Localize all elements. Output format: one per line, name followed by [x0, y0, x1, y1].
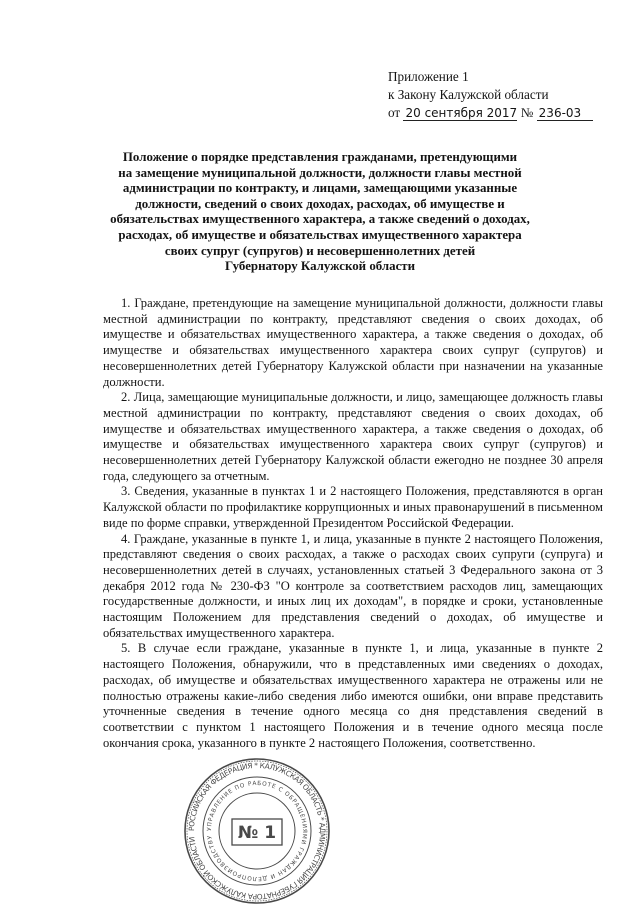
paragraph-1: 1. Граждане, претендующие на замещение муниципальной должности, должности главы местной администрации по контракту, представляют сведения о своих доходах, об имуществе и обязательствах имущественного характера, а также сведения о доходах, об имуществе и обязательствах имущественного характера своих супруг (супругов) и несовершеннолетних детей Губернатору Калужской области при назначении на указанные должности.: [103, 296, 603, 389]
paragraph-3: 3. Сведения, указанные в пунктах 1 и 2 настоящего Положения, представляются в орган Калужской области по профилактике коррупционных и иных правонарушений в письменном виде по форме справки, утвержденной Президентом Российской Федерации.: [103, 484, 603, 530]
paragraph-5: 5. В случае если граждане, указанные в пункте 1, и лица, указанные в пункте 2 настоящего Положения, обнаружили, что в представленных ими сведениях о доходах, расходах, об имуществе и обязательствах имущественного характера не отражены или не полностью отражены какие-либо сведения либо имеются ошибки, они вправе представить уточненные сведения в течение одного месяца со дня представления сведений в соответствии с пунктом 1 настоящего Положения и в течение одного месяца после окончания срока, указанного в пункте 2 настоящего Положения, соответственно.: [103, 641, 603, 750]
annex-number-label: №: [520, 105, 534, 120]
seal-inner-text: УПРАВЛЕНИЕ ПО РАБОТЕ С ОБРАЩЕНИЯМИ ГРАЖДАН И ДЕЛОПРОИЗВОДСТВУ: [206, 780, 308, 882]
title-line: администрации по контракту, и лицами, замещающими указанные: [122, 181, 518, 196]
seal-outer-text: РОССИЙСКАЯ ФЕДЕРАЦИЯ * КАЛУЖСКАЯ ОБЛАСТЬ * АДМИНИСТРАЦИЯ ГУБЕРНАТОРА КАЛУЖСКОЙ ОБЛАСТИ: [186, 760, 328, 902]
paragraph-4: 4. Граждане, указанные в пункте 1, и лица, указанные в пункте 2 настоящего Положения, представляют сведения о своих расходах, а также о расходах своих супруги (супруга) и несовершеннолетних детей в случаях, установленных статьей 3 Федерального закона от 3 декабря 2012 года № 230-ФЗ "О контроле за соответствием расходов лиц, замещающих государственные должности, и иных лиц их доходам", в порядке и сроки, установленные настоящим Положением для представления сведений о доходах, об имуществе и обязательствах имущественного характера.: [103, 531, 603, 640]
title-line: обязательствах имущественного характера, а также сведений о доходах,: [110, 212, 530, 227]
title-line: Губернатору Калужской области: [224, 259, 416, 274]
annex-law-reference: к Закону Калужской области: [388, 87, 549, 102]
document-title: [100, 150, 540, 275]
annex-number: 236-03: [537, 106, 593, 121]
paragraph-2: 2. Лица, замещающие муниципальные должности, и лицо, замещающее должность главы местной администрации по контракту, представляют сведения о своих доходах, об имуществе и обязательствах имущественного характера, а также сведения о доходах, об имуществе и обязательствах имущественного характера своих супруг (супругов) и несовершеннолетних детей Губернатору Калужской области ежегодно не позднее 30 апреля года, следующего за отчетным.: [103, 390, 603, 483]
annex-date: 20 сентября 2017: [405, 106, 518, 120]
document-body: [103, 296, 603, 751]
official-seal-stamp: [183, 757, 331, 905]
seal-number: № 1: [237, 823, 277, 843]
title-line: своих супруг (супругов) и несовершеннолетних детей: [164, 243, 476, 258]
annex-title: Приложение 1: [388, 69, 469, 84]
annex-date-line: [388, 104, 618, 122]
annex-header: [388, 68, 618, 122]
annex-from-label: от: [388, 105, 401, 120]
title-line: должности, сведений о своих доходах, расходах, об имуществе и: [135, 196, 505, 211]
title-line: на замещение муниципальной должности, должности главы местной: [118, 165, 522, 180]
title-line: Положение о порядке представления гражданами, претендующими: [122, 150, 518, 164]
title-line: расходах, об имуществе и обязательствах имущественного характера: [118, 227, 522, 242]
